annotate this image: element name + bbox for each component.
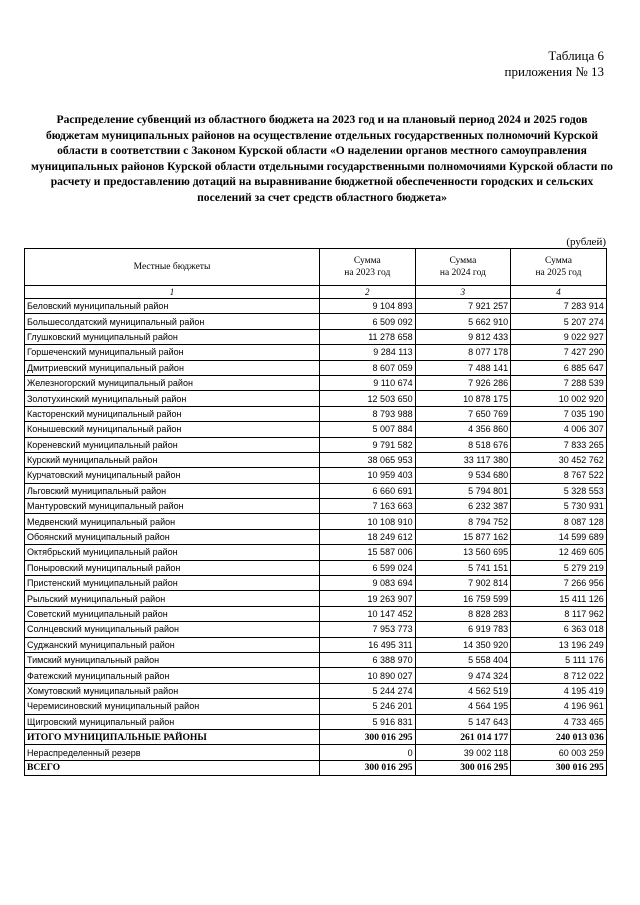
table-row <box>25 499 607 514</box>
value-2025: 5 207 274 <box>511 314 607 329</box>
grand-total-2023: 300 016 295 <box>320 760 416 775</box>
district-name: Октябрьский муниципальный район <box>25 545 320 560</box>
index-cell: 4 <box>511 286 607 299</box>
value-2023: 5 007 884 <box>320 422 416 437</box>
table-row <box>25 576 607 591</box>
value-2025: 4 733 465 <box>511 714 607 729</box>
district-name: Рыльский муниципальный район <box>25 591 320 606</box>
table-number: Таблица 6 <box>548 48 604 63</box>
value-2024: 5 794 801 <box>415 483 511 498</box>
value-2023: 18 249 612 <box>320 529 416 544</box>
value-2023: 10 108 910 <box>320 514 416 529</box>
value-2025: 5 730 931 <box>511 499 607 514</box>
reserve-row <box>25 745 607 760</box>
district-name: Касторенский муниципальный район <box>25 406 320 421</box>
value-2024: 15 877 162 <box>415 529 511 544</box>
table-row <box>25 314 607 329</box>
table-row <box>25 299 607 314</box>
value-2023: 9 110 674 <box>320 375 416 390</box>
table-row <box>25 329 607 344</box>
value-2024: 33 117 380 <box>415 452 511 467</box>
value-2025: 8 767 522 <box>511 468 607 483</box>
district-name: Солнцевский муниципальный район <box>25 622 320 637</box>
district-name: Кореневский муниципальный район <box>25 437 320 452</box>
table-row <box>25 606 607 621</box>
value-2024: 9 534 680 <box>415 468 511 483</box>
table-reference <box>505 48 604 80</box>
district-name: Обоянский муниципальный район <box>25 529 320 544</box>
value-2025: 4 196 961 <box>511 699 607 714</box>
district-name: Глушковский муниципальный район <box>25 329 320 344</box>
index-cell: 3 <box>415 286 511 299</box>
value-2023: 9 284 113 <box>320 345 416 360</box>
header-2023-line2: на 2023 год <box>344 268 391 278</box>
unit-label: (рублей) <box>566 236 606 248</box>
value-2023: 12 503 650 <box>320 391 416 406</box>
value-2024: 8 518 676 <box>415 437 511 452</box>
reserve-2024: 39 002 118 <box>415 745 511 760</box>
value-2025: 4 006 307 <box>511 422 607 437</box>
value-2023: 6 509 092 <box>320 314 416 329</box>
header-2023-line1: Сумма <box>353 256 381 266</box>
value-2025: 13 196 249 <box>511 637 607 652</box>
value-2023: 5 916 831 <box>320 714 416 729</box>
table-row <box>25 529 607 544</box>
value-2023: 11 278 658 <box>320 329 416 344</box>
table-row <box>25 360 607 375</box>
value-2024: 4 564 195 <box>415 699 511 714</box>
header-2025 <box>511 249 607 286</box>
table-row <box>25 683 607 698</box>
value-2024: 8 794 752 <box>415 514 511 529</box>
index-cell: 2 <box>320 286 416 299</box>
district-name: Поныровский муниципальный район <box>25 560 320 575</box>
total-districts-2025: 240 013 036 <box>511 729 607 744</box>
total-districts-2023: 300 016 295 <box>320 729 416 744</box>
value-2025: 5 111 176 <box>511 652 607 667</box>
value-2023: 6 388 970 <box>320 652 416 667</box>
header-row <box>25 249 607 286</box>
district-name: Советский муниципальный район <box>25 606 320 621</box>
value-2023: 6 599 024 <box>320 560 416 575</box>
value-2025: 10 002 920 <box>511 391 607 406</box>
value-2025: 9 022 927 <box>511 329 607 344</box>
district-name: Золотухинский муниципальный район <box>25 391 320 406</box>
value-2025: 30 452 762 <box>511 452 607 467</box>
table-row <box>25 652 607 667</box>
district-name: Тимский муниципальный район <box>25 652 320 667</box>
value-2024: 8 828 283 <box>415 606 511 621</box>
value-2024: 9 812 433 <box>415 329 511 344</box>
table-row <box>25 514 607 529</box>
table-row <box>25 483 607 498</box>
header-2023 <box>320 249 416 286</box>
total-districts-2024: 261 014 177 <box>415 729 511 744</box>
table-row <box>25 699 607 714</box>
value-2023: 10 890 027 <box>320 668 416 683</box>
value-2024: 10 878 175 <box>415 391 511 406</box>
district-name: Щигровский муниципальный район <box>25 714 320 729</box>
table-row <box>25 545 607 560</box>
value-2024: 16 759 599 <box>415 591 511 606</box>
document-title: Распределение субвенций из областного бюджета на 2023 год и на плановый период 2024 и 2025 годов бюджетам муниципальных районов на осуществление отдельных государственных полномочий Курской области в соответствии с Законом Курской области «О наделении органов местного самоуправления муниципальных районов Курской области отдельными государственными полномочиями Курской области по расчету и предоставлению дотаций на выравнивание бюджетной обеспеченности городских и сельских поселений за счет средств областного бюджета» <box>31 113 613 204</box>
district-name: Дмитриевский муниципальный район <box>25 360 320 375</box>
value-2025: 4 195 419 <box>511 683 607 698</box>
value-2024: 7 902 814 <box>415 576 511 591</box>
budget-table <box>24 248 607 776</box>
value-2024: 14 350 920 <box>415 637 511 652</box>
value-2024: 13 560 695 <box>415 545 511 560</box>
value-2025: 5 328 553 <box>511 483 607 498</box>
header-2024 <box>415 249 511 286</box>
value-2023: 9 791 582 <box>320 437 416 452</box>
value-2023: 10 147 452 <box>320 606 416 621</box>
value-2023: 8 793 988 <box>320 406 416 421</box>
header-2025-line2: на 2025 год <box>535 268 582 278</box>
value-2023: 9 104 893 <box>320 299 416 314</box>
table-row <box>25 560 607 575</box>
appendix-number: приложения № 13 <box>504 64 604 79</box>
value-2024: 7 650 769 <box>415 406 511 421</box>
table-row <box>25 375 607 390</box>
table-row <box>25 406 607 421</box>
table-row <box>25 391 607 406</box>
value-2023: 38 065 953 <box>320 452 416 467</box>
value-2024: 5 147 643 <box>415 714 511 729</box>
value-2025: 6 363 018 <box>511 622 607 637</box>
reserve-label: Нераспределенный резерв <box>25 745 320 760</box>
district-name: Медвенский муниципальный район <box>25 514 320 529</box>
value-2025: 7 035 190 <box>511 406 607 421</box>
district-name: Мантуровский муниципальный район <box>25 499 320 514</box>
value-2025: 8 087 128 <box>511 514 607 529</box>
table-row <box>25 591 607 606</box>
table-row <box>25 437 607 452</box>
district-name: Фатежский муниципальный район <box>25 668 320 683</box>
district-name: Большесолдатский муниципальный район <box>25 314 320 329</box>
total-districts-label: ИТОГО МУНИЦИПАЛЬНЫЕ РАЙОНЫ <box>25 729 320 744</box>
table-row <box>25 345 607 360</box>
reserve-2023: 0 <box>320 745 416 760</box>
total-districts-row <box>25 729 607 744</box>
table-row <box>25 468 607 483</box>
value-2024: 5 741 151 <box>415 560 511 575</box>
table-row <box>25 422 607 437</box>
grand-total-2025: 300 016 295 <box>511 760 607 775</box>
value-2025: 5 279 219 <box>511 560 607 575</box>
value-2023: 8 607 059 <box>320 360 416 375</box>
value-2024: 4 562 519 <box>415 683 511 698</box>
value-2024: 5 662 910 <box>415 314 511 329</box>
value-2025: 6 885 647 <box>511 360 607 375</box>
district-name: Конышевский муниципальный район <box>25 422 320 437</box>
table-row <box>25 452 607 467</box>
value-2024: 9 474 324 <box>415 668 511 683</box>
value-2023: 10 959 403 <box>320 468 416 483</box>
value-2024: 8 077 178 <box>415 345 511 360</box>
summary-body <box>25 729 607 775</box>
value-2025: 7 288 539 <box>511 375 607 390</box>
district-name: Черемисиновский муниципальный район <box>25 699 320 714</box>
value-2023: 15 587 006 <box>320 545 416 560</box>
value-2023: 5 244 274 <box>320 683 416 698</box>
header-2024-line1: Сумма <box>449 256 477 266</box>
value-2023: 5 246 201 <box>320 699 416 714</box>
grand-total-2024: 300 016 295 <box>415 760 511 775</box>
value-2025: 7 427 290 <box>511 345 607 360</box>
header-2024-line2: на 2024 год <box>439 268 486 278</box>
value-2024: 7 921 257 <box>415 299 511 314</box>
district-name: Беловский муниципальный район <box>25 299 320 314</box>
value-2025: 12 469 605 <box>511 545 607 560</box>
table-body <box>25 299 607 730</box>
grand-total-label: ВСЕГО <box>25 760 320 775</box>
header-name: Местные бюджеты <box>25 249 320 286</box>
district-name: Суджанский муниципальный район <box>25 637 320 652</box>
table-row <box>25 714 607 729</box>
district-name: Горшеченский муниципальный район <box>25 345 320 360</box>
value-2024: 6 232 387 <box>415 499 511 514</box>
value-2025: 8 117 962 <box>511 606 607 621</box>
district-name: Курский муниципальный район <box>25 452 320 467</box>
header-2025-line1: Сумма <box>545 256 572 266</box>
value-2023: 6 660 691 <box>320 483 416 498</box>
value-2024: 5 558 404 <box>415 652 511 667</box>
district-name: Хомутовский муниципальный район <box>25 683 320 698</box>
index-cell: 1 <box>25 286 320 299</box>
grand-total-row <box>25 760 607 775</box>
value-2025: 8 712 022 <box>511 668 607 683</box>
reserve-2025: 60 003 259 <box>511 745 607 760</box>
table-row <box>25 637 607 652</box>
value-2024: 6 919 783 <box>415 622 511 637</box>
index-row <box>25 286 607 299</box>
value-2024: 7 488 141 <box>415 360 511 375</box>
value-2023: 7 163 663 <box>320 499 416 514</box>
table-row <box>25 668 607 683</box>
district-name: Железногорский муниципальный район <box>25 375 320 390</box>
value-2025: 15 411 126 <box>511 591 607 606</box>
value-2025: 7 266 956 <box>511 576 607 591</box>
table-row <box>25 622 607 637</box>
district-name: Пристенский муниципальный район <box>25 576 320 591</box>
value-2023: 16 495 311 <box>320 637 416 652</box>
district-name: Курчатовский муниципальный район <box>25 468 320 483</box>
value-2023: 19 263 907 <box>320 591 416 606</box>
value-2023: 7 953 773 <box>320 622 416 637</box>
value-2025: 14 599 689 <box>511 529 607 544</box>
value-2024: 7 926 286 <box>415 375 511 390</box>
district-name: Льговский муниципальный район <box>25 483 320 498</box>
value-2024: 4 356 860 <box>415 422 511 437</box>
value-2023: 9 083 694 <box>320 576 416 591</box>
value-2025: 7 833 265 <box>511 437 607 452</box>
value-2025: 7 283 914 <box>511 299 607 314</box>
